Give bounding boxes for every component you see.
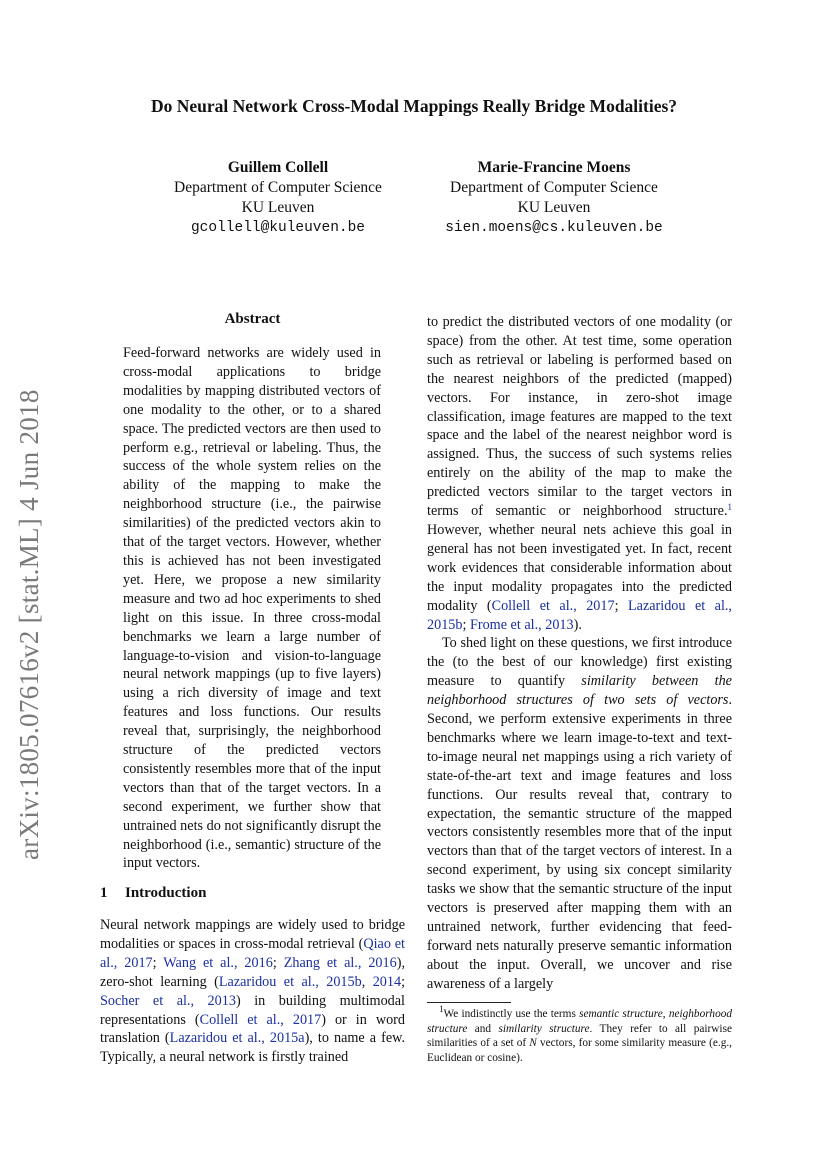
author-email: gcollell@kuleuven.be bbox=[190, 220, 366, 236]
text-run: , bbox=[361, 973, 373, 990]
abstract-heading: Abstract bbox=[224, 311, 281, 327]
text-run: ) or in word translation ( bbox=[100, 1011, 405, 1047]
text-run: vectors, for some similarity measure (e.g., Euclidean or cosine). bbox=[427, 1037, 732, 1065]
footnote-marker[interactable]: 1 bbox=[727, 502, 732, 513]
text-run: ; bbox=[614, 597, 628, 614]
footnote-rule bbox=[427, 1002, 511, 1003]
text-run: . Second, we perform extensive experiments in three benchmarks where we learn image-to-text and text-to-image neural net mappings using a rich variety of state-of-the-art text and image features and loss functions. Our results reveal that, contrary to expectation, the semantic structure of the mapped vectors consistently resembles more that of the input vectors than that of the target vectors of interest. In a second experiment, by using six concept similarity tasks we show that the semantic structure of the input vectors is preserved after mapping them with an untrained network, further evidencing that feed-forward nets naturally preserve semantic information about the input. Overall, we uncover and rise awareness of a largely bbox=[427, 692, 732, 992]
author-affiliation: KU Leuven bbox=[241, 199, 315, 216]
text-run: ), zero-shot learning ( bbox=[100, 954, 405, 990]
abstract-text: Feed-forward networks are widely used in cross-modal applications to bridge modalities by mapping distributed vectors of one modality to the other, or to a shared space. The predicted vectors are then used to perform e.g., retrieval or labeling. Thus, the success of the whole system relies on the ability of the mapping to make the neighborhood structure (i.e., the pairwise similarities) of the predicted vectors akin to that of the target vectors. However, whether this is achieved has not been investigated yet. Here, we propose a new similarity measure and two ad hoc experiments to shed light on this issue. In three cross-modal benchmarks we learn a large number of language-to-vision and vision-to-language neural network mappings (up to five layers) using a rich diversity of image and text features and loss functions. Our results reveal that, surprisingly, the neighborhood structure of the predicted vectors consistently resembles more that of the input vectors than that of the target vectors. In a second experiment, we further show that untrained nets do not significantly disrupt the neighborhood (i.e., semantic) structure of the input vectors. bbox=[123, 345, 381, 872]
paper-title: Do Neural Network Cross-Modal Mappings Really Bridge Modalities? bbox=[150, 96, 678, 116]
footnote bbox=[427, 1004, 733, 1066]
author-affiliation: KU Leuven bbox=[517, 199, 591, 216]
author-block-1 bbox=[128, 158, 428, 238]
citation-link[interactable]: 2014 bbox=[372, 973, 402, 990]
author-name: Marie-Francine Moens bbox=[477, 159, 631, 176]
footnote-number: 1 bbox=[439, 1004, 444, 1014]
citation-link[interactable]: Qiao et al., 2017 bbox=[100, 935, 405, 971]
text-run: and bbox=[467, 1022, 499, 1035]
emphasized-text: semantic structure bbox=[579, 1008, 663, 1020]
text-run: . They refer to all pairwise similarities of a set of bbox=[427, 1022, 732, 1050]
author-block-2 bbox=[404, 158, 704, 238]
citation-link[interactable]: Socher et al., 2013 bbox=[100, 992, 236, 1009]
text-run: to predict the distributed vectors of one modality (or space) from the other. At test time, some operation such as retrieval or labeling is performed based on the nearest neighbors of the predicted (mapped) vectors. For instance, in zero-shot image classification, image features are mapped to the text space and the label of the nearest neighbor word is assigned. Thus, the success of such systems relies entirely on the ability of the map to make the predicted vectors similar to the target vectors in terms of semantic or neighborhood structure. bbox=[427, 314, 732, 520]
text-run: Neural network mappings are widely used to bridge modalities or spaces in cross-modal retrieval ( bbox=[100, 917, 405, 952]
text-run: ; bbox=[462, 616, 470, 633]
text-run: ), to name a few. Typically, a neural network is firstly trained bbox=[100, 1030, 405, 1066]
citation-link[interactable]: Collell et al., 2017 bbox=[199, 1011, 322, 1028]
author-department: Department of Computer Science bbox=[450, 179, 658, 196]
section-heading bbox=[100, 885, 206, 902]
intro-right-column bbox=[427, 313, 732, 994]
section-title: Introduction bbox=[125, 885, 207, 901]
citation-link[interactable]: Lazaridou et al., 2015b bbox=[427, 597, 732, 633]
text-run: ; bbox=[401, 973, 406, 990]
author-name: Guillem Collell bbox=[227, 159, 329, 176]
intro-paragraph-1 bbox=[427, 313, 732, 634]
citation-link[interactable]: Frome et al., 2013 bbox=[469, 616, 574, 633]
emphasized-text: similarity structure bbox=[498, 1022, 590, 1035]
math-variable: N bbox=[529, 1037, 537, 1050]
text-run: ; bbox=[272, 954, 284, 971]
citation-link[interactable]: Zhang et al., 2016 bbox=[283, 954, 397, 971]
intro-paragraph-2 bbox=[427, 634, 732, 993]
author-email: sien.moens@cs.kuleuven.be bbox=[445, 220, 663, 236]
section-number: 1 bbox=[100, 885, 108, 901]
emphasized-text: similarity between the neighborhood structures of two sets of vectors bbox=[427, 673, 732, 709]
citation-link[interactable]: Lazaridou et al., 2015a bbox=[169, 1030, 305, 1047]
text-run: , bbox=[662, 1008, 669, 1020]
author-department: Department of Computer Science bbox=[174, 179, 382, 196]
text-run: ; bbox=[152, 954, 164, 971]
text-run: ). bbox=[573, 616, 582, 633]
citation-link[interactable]: Lazaridou et al., 2015b bbox=[218, 973, 362, 990]
emphasized-text: neighborhood structure bbox=[427, 1008, 733, 1035]
citation-link[interactable]: Wang et al., 2016 bbox=[163, 954, 273, 971]
citation-link[interactable]: Collell et al., 2017 bbox=[491, 597, 615, 614]
text-run: ) in building multimodal representations ( bbox=[100, 992, 405, 1028]
text-run: We indistinctly use the terms bbox=[443, 1008, 580, 1020]
arxiv-identifier: arXiv:1805.07616v2 [stat.ML] 4 Jun 2018 bbox=[14, 389, 44, 860]
text-run: However, whether neural nets achieve this goal in general has not been investigated yet. In fact, recent work evidences that considerable information about the input modality propagates into the predicted modality ( bbox=[427, 521, 732, 614]
intro-paragraph-left bbox=[100, 916, 405, 1067]
text-run: To shed light on these questions, we first introduce the (to the best of our knowledge) first existing measure to quantify bbox=[427, 635, 732, 690]
